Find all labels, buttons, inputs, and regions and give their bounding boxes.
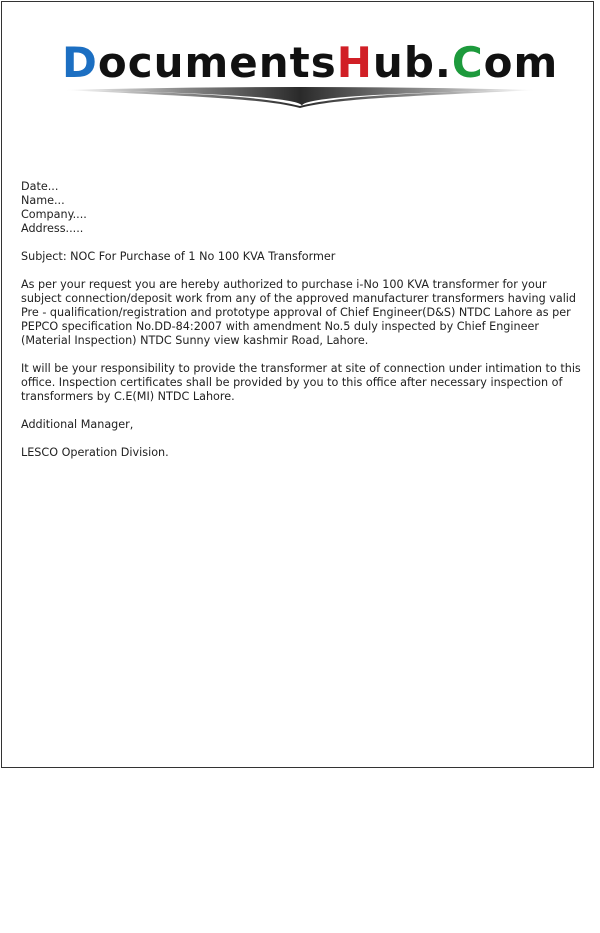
- logo-letter-h: H: [336, 38, 373, 87]
- logo-text-om: om: [483, 38, 559, 87]
- signatory-title: Additional Manager,: [21, 418, 134, 431]
- date-line: Date...: [21, 180, 59, 193]
- address-line: Address.....: [21, 222, 84, 235]
- documentshub-logo: [62, 38, 559, 110]
- logo-swoosh-graphic: [62, 84, 538, 108]
- letter-header: [21, 180, 581, 236]
- body-paragraph-2: It will be your responsibility to provide the transformer at site of connection under intimation to this office. Inspection certificates shall be provided by you to this office after necessary inspection of transformers by C.E(MI) NTDC Lahore.: [21, 362, 581, 403]
- logo-letter-d: D: [62, 38, 98, 87]
- subject-line: Subject: NOC For Purchase of 1 No 100 KVA Transformer: [21, 250, 336, 263]
- name-line: Name...: [21, 194, 65, 207]
- document-page: [1, 1, 594, 768]
- logo-wordmark: [62, 38, 559, 88]
- letter-body: [21, 180, 581, 474]
- body-paragraph-1: As per your request you are hereby authorized to purchase i-No 100 KVA transformer for your subject connection/deposit work from any of the approved manufacturer transformers having valid Pre - qualification/registration and prototype approval of Chief Engineer(D&S) NTDC Lahore as per PEPCO specification No.DD-84:2007 with amendment No.5 duly inspected by Chief Engineer (Material Inspection) NTDC Sunny view kashmir Road, Lahore.: [21, 278, 577, 347]
- logo-text-ocuments: ocuments: [97, 38, 337, 87]
- signatory-division: LESCO Operation Division.: [21, 446, 169, 459]
- logo-text-ub: ub.: [372, 38, 452, 87]
- company-line: Company....: [21, 208, 87, 221]
- logo-letter-c: C: [451, 38, 484, 87]
